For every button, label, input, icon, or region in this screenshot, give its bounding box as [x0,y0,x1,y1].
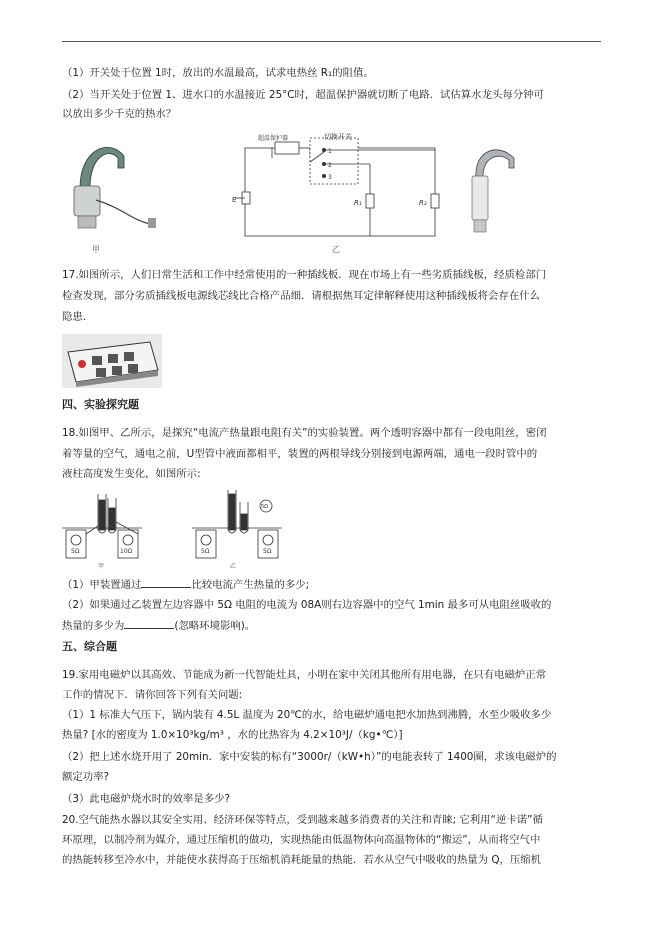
faucet-image [472,150,514,232]
q18-line1: 18.如图甲、乙所示，是探究“电流产热量跟电阻有关”的实验装置。两个透明容器中都有一段电阻丝，密闭 [62,427,547,439]
header-rule [62,41,601,42]
q18-sub1-prefix: （1）甲装置通过 [62,579,142,591]
q19-sub2-line1: （2）把上述水烧开用了 20min．家中安装的标有“3000r/（kW•h）”的电能表转了 1400圈，求该电磁炉的 [62,751,557,763]
q-circuit-part2-line2: 以放出多少千克的热水？ [62,108,177,120]
r-5ohm-jia: 5Ω [71,548,80,555]
q17-line3: 隐患. [62,311,87,323]
fig-label-yi-18: 乙 [230,563,237,570]
q19-sub3: （3）此电磁炉烧水时的效率是多少? [62,793,230,805]
r2-label: R₂ [419,199,427,207]
section5-title: 五、综合题 [62,640,117,653]
q18-sub1-blank[interactable] [141,577,191,588]
q18-line2: 着等量的空气，通电之前，U型管中液面都相平，装置的两根导线分别接到电源两端，通电一段时管中的 [62,448,538,460]
q20-line1: 20.空气能热水器以其安全实用、经济环保等特点，受到越来越多消费者的关注和青睐; 它利用“逆卡诺”循 [62,814,543,826]
r-10ohm-jia: 10Ω [120,548,133,555]
fig-label-yi: 乙 [332,245,340,254]
switch-pos-1: 1 [328,148,332,155]
faucet-circuit-figure [62,128,602,258]
fig-label-jia: 甲 [92,245,100,254]
e-label: E [232,196,237,204]
q18-sub2-line1: （2）如果通过乙装置左边容器中 5Ω 电阻的电流为 08A则右边容器中的空气 1min 最多可从电阻丝吸收的 [62,599,552,611]
q18-sub1 [62,577,602,592]
switch-label: 切换开关 [324,133,352,141]
power-strip-image [62,334,162,388]
switch-pos-2: 2 [328,162,332,169]
protector-label: 超温保护器 [258,135,289,142]
q18-sub2-prefix: 热量的多少为 [62,620,125,632]
q17-line2: 检查发现，部分劣质插线板电源线芯线比合格产品细．请根据焦耳定律解释使用这种插线板将会存在什么 [62,290,540,302]
circuit-diagram [235,138,439,236]
q18-sub1-suffix: 比较电流产生热量的多少; [191,579,310,591]
heating-apparatus-figure [62,486,292,570]
r-5ohm-yi-parallel: 5Ω [261,504,269,510]
q17-line1: 17.如图所示，人们日常生活和工作中经常使用的一种插线板．现在市场上有一些劣质插线板，经质检部门 [62,269,547,281]
q19-sub2-line2: 额定功率? [62,771,110,783]
r-5ohm-yi-left: 5Ω [201,548,210,555]
q-circuit-part1: （1）开关处于位置 1时，放出的水温最高，试求电热丝 R₁的阻值。 [62,67,374,79]
q18-line3: 液柱高度发生变化，如图所示: [62,468,201,480]
section4-title: 四、实验探究题 [62,398,139,411]
faucet-jia-image [74,147,156,228]
q19-sub1-line2: 热量? [水的密度为 1.0×10³kg/m³ ，水的比热容为 4.2×10³J/（kg•℃）] [62,729,403,741]
switch-pos-3: 3 [328,174,332,181]
r-5ohm-yi-right: 5Ω [263,548,272,555]
q19-line2: 工作的情况下．请你回答下列有关问题: [62,689,243,701]
q19-sub1-line1: （1）1 标准大气压下，锅内装有 4.5L 温度为 20℃的水，给电磁炉通电把水加热到沸腾，水至少吸收多少 [62,709,552,721]
q20-line3: 的热能转移至冷水中，并能使水获得高于压缩机消耗能量的热能．若水从空气中吸收的热量为 Q，压缩机 [62,854,542,866]
q18-sub2-blank[interactable] [124,618,174,629]
q18-sub2-line2 [62,618,602,633]
q18-sub2-suffix: (忽略环境影响)。 [174,620,256,632]
r1-label: R₁ [354,199,362,207]
q20-line2: 环原理，以制冷剂为媒介，通过压缩机的做功，实现热能由低温物体向高温物体的“搬运”，从而将空气中 [62,834,541,846]
q-circuit-part2-line1: （2）当开关处于位置 1、进水口的水温接近 25°C时，超温保护器就切断了电路．试估算水龙头每分钟可 [62,89,544,101]
fig-label-jia-18: 甲 [98,563,105,570]
q19-line1: 19.家用电磁炉以其高效、节能成为新一代智能灶具，小明在家中关闭其他所有用电器，在只有电磁炉正常 [62,669,547,681]
